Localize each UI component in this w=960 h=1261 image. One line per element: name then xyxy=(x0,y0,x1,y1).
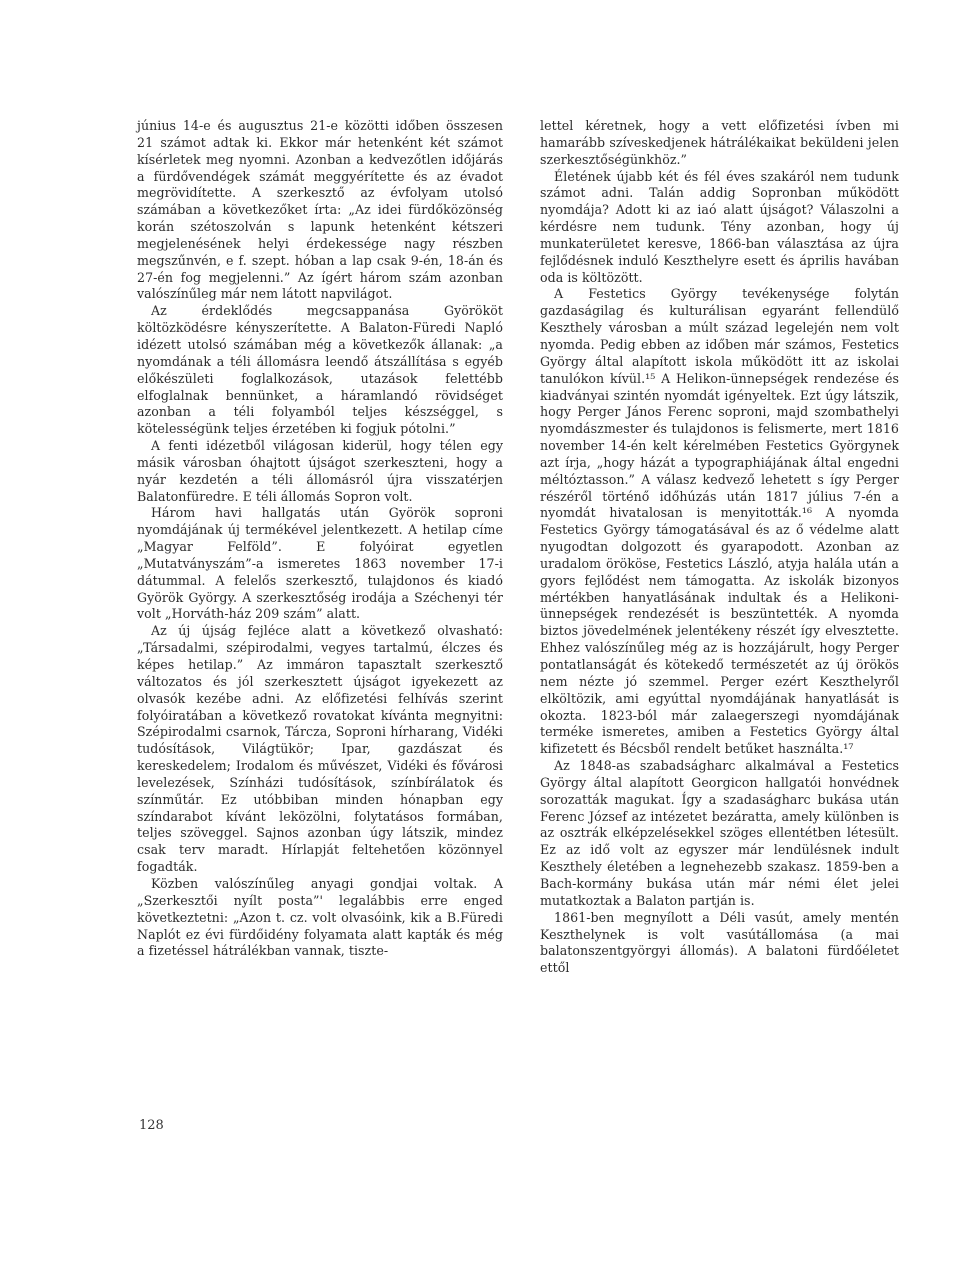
paragraph: Három havi hallgatás után Györök soproni nyomdájának új termékével jelentkezett. A hetilap címe „Magyar Felföld”. E folyóirat egyetlen „Mutatványszám”-a ismeretes 1863 november 17-i dátummal. A felelős szerkesztő, tulajdonos és kiadó Györök György. A szerkesztőség irodája a Széchenyi tér volt „Horváth-ház 209 szám” alatt. xyxy=(137,505,503,622)
paragraph: június 14-e és augusztus 21-e közötti időben összesen 21 számot adtak ki. Ekkor már hetenként két számot kísérletek meg nyomni. Azonban a kedvezőtlen időjárás a fürdővendégek számát meggyérítette és az évadot megrövidítette. A szerkesztő az évfolyam utolsó számában a következőket írta: „Az idei fürdőközönség korán szétoszolván s lapunk hetenként kétszeri megjelenésének helyi érdekessége nagy részben megszűnvén, e f. szept. hóban a lap csak 9-én, 18-án és 27-én fog megjelenni.” Az ígért három szám azonban valószínűleg már nem látott napvilágot. xyxy=(137,118,503,302)
paragraph: Közben valószínűleg anyagi gondjai voltak. A „Szerkesztői nyílt posta”' legalábbis erre enged következtetni: „Azon t. cz. volt olvasóink, kik a B.Füredi Naplót ez évi fürdőidény folyamata alatt kapták és még a fizetéssel hátrálékban vannak, tiszte- xyxy=(137,875,503,959)
paragraph: 1861-ben megnyílott a Déli vasút, amely mentén Keszthelynek is volt vasútállomása (a mai balatonszentgyörgyi állomás). A balatoni fürdőéletet ettől xyxy=(540,909,899,976)
paragraph: lettel kéretnek, hogy a vett előfizetési ívben mi hamarább szíveskedjenek hátrálékaikat beküldeni jelen szerkesztőségünkhöz.” xyxy=(540,118,899,167)
paragraph: Az érdeklődés megcsappanása Györököt költözködésre kényszerítette. A Balaton-Füredi Napló idézett utolsó számában még a következők állanak: „a nyomdának a téli állomásra leendő átszállítása s egyéb előkészületi foglalkozások, utazások felettébb elfoglalnak bennünket, a háramlandó rövidséget azonban a téli folyamból teljes készséggel, s kötelességünk teljes érzetében ki fogjuk pótolni.” xyxy=(137,303,503,437)
paragraph: A Festetics György tevékenysége folytán gazdaságilag és kulturálisan egyaránt fellendülő Keszthely városban a múlt század legelején nem volt nyomda. Pedig ebben az időben már számos, Festetics György által alapított iskola működött itt az iskolai tanulókon kívül.¹⁵ A Helikon-ünnepségek rendezése és kiadványai szintén nyomdát igényeltek. Ezt úgy látszik, hogy Perger János Ferenc soproni, majd szombathelyi nyomdászmester és tulajdonos is felismerte, mert 1816 november 14-én kelt kérelmében Festetics Györgynek azt írja, „hogy házát a typographiájának által engedni méltóztasson.” A válasz kedvező lehetett s így Perger részéről történő időhúzás után 1817 július 7-én a nyomdát hivatalosan is menyitották.¹⁶ A nyomda Festetics György támogatásával és az ő védelme alatt nyugodtan dolgozott és gyarapodott. Azonban az uradalom örököse, Festetics László, atyja halála után a gyors fejlődést nem támogatta. Az iskolák bizonyos mértékben hanyatlásának indultak és a Helikoni-ünnepségek rendezését is beszüntették. A nyomda biztos jövedelmének jelentékeny részét így elvesztette. Ehhez valószínűleg még az is hozzájárult, hogy Perger pontatlanságát és kötekedő természetét az új örökös nem nézte jó szemmel. Perger ezért Keszthelyről elköltözik, ami egyúttal nyomdájának hanyatlását is okozta. 1823-ból már zalaegerszegi nyomdájának terméke ismeretes, amiben a Festetics György által kifizetett és Bécsből rendelt betűket használta.¹⁷ xyxy=(540,286,899,757)
left-text-column xyxy=(137,118,503,960)
paragraph: Életének újabb két és fél éves szakáról nem tudunk számot adni. Talán addig Sopronban működött nyomdája? Adott ki az iaó alatt újságot? Válaszolni a kérdésre nem tudunk. Tény azonban, hogy új munkaterületet keresve, 1866-ban választása az újra fejlődésnek induló Keszthelyre esett és április havában oda is költözött. xyxy=(540,168,899,285)
page-number: 128 xyxy=(139,1118,164,1133)
paragraph: Az 1848-as szabadságharc alkalmával a Festetics György által alapított Georgicon hallgatói honvédnek sorozatták magukat. Így a szadaságharc bukása után Ferenc József az intézetet bezáratta, amely különben is az osztrák elképzelésekkel szöges ellentétben létesült. Ez az idő volt az egyszer már lendülésnek indult Keszthely életében a legnehezebb szakasz. 1859-ben a Bach-kormány bukása után már némi élet jelei mutatkoztak a Balaton partján is. xyxy=(540,758,899,908)
right-text-column xyxy=(540,118,899,977)
paragraph: Az új újság fejléce alatt a következő olvasható: „Társadalmi, szépirodalmi, vegyes tartalmú, élczes és képes hetilap.” Az immáron tapasztalt szerkesztő változatos és jól szerkesztett újságot igyekezett az olvasók kezébe adni. Az előfizetési felhívás szerint folyóiratában a következő rovatokat kívánta megnyitni: Szépirodalmi csarnok, Tárcza, Soproni hírharang, Vidéki tudósítások, Világtükör; Ipar, gazdászat és kereskedelem; Irodalom és művészet, Vidéki és fővárosi levelezések, Színházi tudósítások, színbírálatok és színműtár. Ez utóbbiban minden hónapban egy színdarabot kívánt leközölni, folytatásos formában, teljes szöveggel. Sajnos azonban úgy látszik, mindez csak terv maradt. Hírlapját feltehetően közönnyel fogadták. xyxy=(137,623,503,875)
paragraph: A fenti idézetből világosan kiderül, hogy télen egy másik városban óhajtott újságot szerkeszteni, hogy a nyár kezdetén a téli állomásról újra visszatérjen Balatonfüredre. E téli állomás Sopron volt. xyxy=(137,438,503,504)
